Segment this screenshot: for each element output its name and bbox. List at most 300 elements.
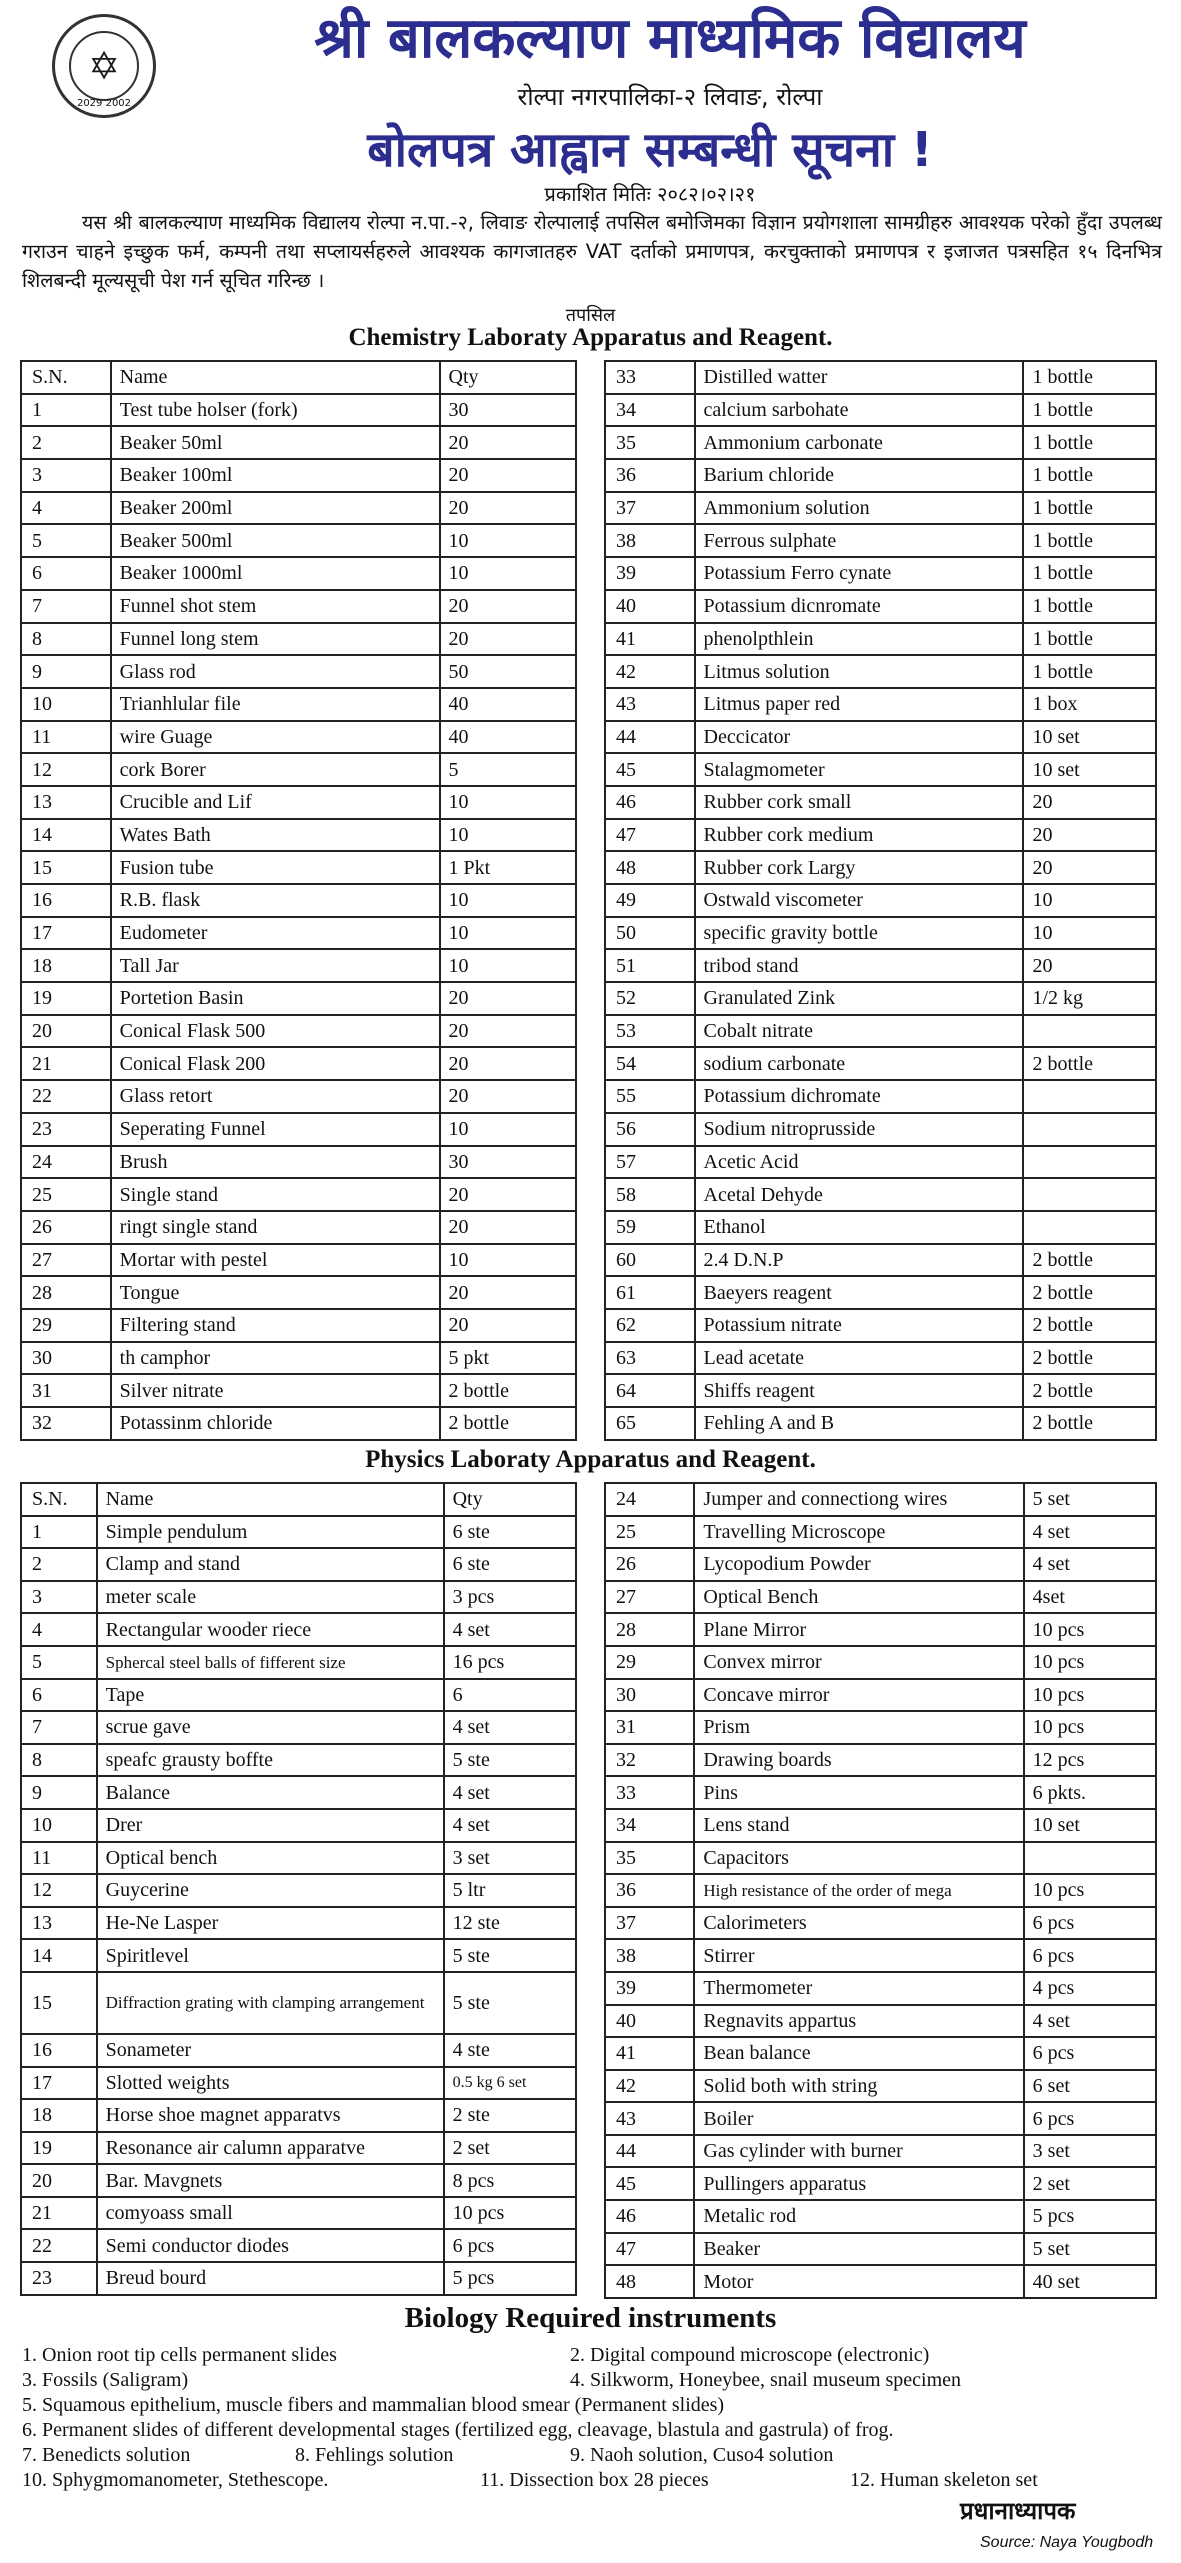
item-qty: 10 [440,524,576,557]
biology-item: 5. Squamous epithelium, muscle fibers and mammalian blood smear (Permanent slides) [22,2394,725,2416]
table-row [605,851,1156,884]
item-qty: 4 set [1024,2005,1156,2038]
item-qty: 20 [1023,949,1156,982]
table-row [21,459,576,492]
table-header-row [21,361,576,394]
item-name: Sphercal steel balls of fifferent size [97,1646,444,1679]
table-row [21,982,576,1015]
row-number: 10 [21,688,111,721]
item-name: Litmus paper red [695,688,1024,721]
row-number: 38 [605,524,695,557]
item-qty: 1 bottle [1023,459,1156,492]
chemistry-table-right [604,360,1157,1441]
row-number: 35 [605,1842,694,1875]
item-qty: 10 [1023,884,1156,917]
table-row [605,590,1156,623]
item-name: Guycerine [97,1874,444,1907]
row-number: 2 [21,426,111,459]
item-name: Lens stand [694,1809,1023,1842]
table-header-row [21,1483,576,1516]
item-name: Barium chloride [695,459,1024,492]
row-number: 41 [605,2037,694,2070]
table-row [605,1244,1156,1277]
item-qty: 10 [440,819,576,852]
item-name: Rubber cork medium [695,819,1024,852]
table-row [21,851,576,884]
row-number: 26 [21,1211,111,1244]
row-number: 18 [21,2099,97,2132]
row-number: 34 [605,394,695,427]
item-name: Mortar with pestel [111,1244,440,1277]
table-row [605,1146,1156,1179]
row-number: 14 [21,1939,97,1972]
item-name: Capacitors [694,1842,1023,1875]
row-number: 49 [605,884,695,917]
row-number: 36 [605,459,695,492]
table-row [21,2099,576,2132]
table-row [21,2164,576,2197]
item-qty: 20 [440,1080,576,1113]
row-number: 46 [605,786,695,819]
item-qty: 1 bottle [1023,623,1156,656]
row-number: 43 [605,2102,694,2135]
school-address: रोल्पा नगरपालिका-२ लिवाङ, रोल्पा [517,83,823,111]
row-number: 44 [605,2135,694,2168]
item-qty: 5 ste [444,1972,576,2034]
table-row [21,1276,576,1309]
item-name: Regnavits appartus [694,2005,1023,2038]
row-number: 57 [605,1146,695,1179]
item-name: Ammonium solution [695,492,1024,525]
row-number: 47 [605,819,695,852]
item-name: Glass retort [111,1080,440,1113]
row-number: 8 [21,623,111,656]
item-qty: 10 [440,1113,576,1146]
item-name: Fehling A and B [695,1407,1024,1440]
row-number: 25 [21,1178,111,1211]
item-qty: 6 pcs [1024,2037,1156,2070]
table-row [605,394,1156,427]
row-number: 17 [21,2067,97,2100]
biology-title: Biology Required instruments [404,2302,777,2334]
table-row [605,1679,1156,1712]
item-name: Slotted weights [97,2067,444,2100]
school-logo [52,14,156,118]
table-row [605,1276,1156,1309]
item-qty: 2 bottle [1023,1276,1156,1309]
item-name: Funnel shot stem [111,590,440,623]
table-row [21,1548,576,1581]
biology-item: 12. Human skeleton set [850,2469,1038,2491]
item-name: Beaker 50ml [111,426,440,459]
item-qty: 3 set [1024,2135,1156,2168]
item-qty: 10 [440,949,576,982]
item-name: Litmus solution [695,655,1024,688]
item-qty: 5 pcs [444,2262,576,2295]
physics-table-left [20,1482,577,2296]
item-name: Spiritlevel [97,1939,444,1972]
item-name: Rubber cork Largy [695,851,1024,884]
item-name: Tape [97,1679,444,1712]
item-qty: 30 [440,394,576,427]
table-row [21,2197,576,2230]
item-qty: 20 [440,1015,576,1048]
table-row [21,1776,576,1809]
column-header: Name [97,1483,444,1516]
item-qty: 6 pcs [1024,2102,1156,2135]
item-name: specific gravity bottle [695,917,1024,950]
item-qty: 3 set [444,1842,576,1875]
table-row [605,1407,1156,1440]
biology-item: 1. Onion root tip cells permanent slides [22,2344,337,2366]
item-name: Balance [97,1776,444,1809]
item-name: Simple pendulum [97,1516,444,1549]
item-qty: 1 bottle [1023,426,1156,459]
item-qty: 10 set [1023,721,1156,754]
row-number: 60 [605,1244,695,1277]
item-name: Wates Bath [111,819,440,852]
row-number: 42 [605,655,695,688]
column-header: Qty [440,361,576,394]
row-number: 46 [605,2200,694,2233]
item-name: phenolpthlein [695,623,1024,656]
table-row [605,1113,1156,1146]
row-number: 15 [21,851,111,884]
column-header: Qty [444,1483,576,1516]
table-row [605,1581,1156,1614]
table-row [21,917,576,950]
item-name: Jumper and connectiong wires [694,1483,1023,1516]
table-row [605,1972,1156,2005]
item-qty: 1 bottle [1023,655,1156,688]
table-row [21,2132,576,2165]
table-row [21,590,576,623]
item-name: Horse shoe magnet apparatvs [97,2099,444,2132]
item-name: Conical Flask 500 [111,1015,440,1048]
row-number: 3 [21,459,111,492]
table-row [605,2037,1156,2070]
row-number: 55 [605,1080,695,1113]
table-row [605,1711,1156,1744]
row-number: 39 [605,1972,694,2005]
table-row [21,524,576,557]
table-row [605,917,1156,950]
item-qty: 5 ste [444,1939,576,1972]
row-number: 56 [605,1113,695,1146]
item-qty: 10 pcs [1024,1613,1156,1646]
table-row [21,394,576,427]
item-name: Sonameter [97,2034,444,2067]
item-name: Baeyers reagent [695,1276,1024,1309]
item-qty: 10 pcs [1024,1874,1156,1907]
table-row [21,1581,576,1614]
publication-date: प्रकाशित मितिः २०८२।०२।२१ [544,182,756,206]
row-number: 6 [21,557,111,590]
item-name: Stirrer [694,1939,1023,1972]
row-number: 22 [21,1080,111,1113]
table-row [21,1744,576,1777]
item-qty: 4 set [444,1613,576,1646]
row-number: 17 [21,917,111,950]
table-row [21,1407,576,1440]
item-qty: 2 bottle [1023,1244,1156,1277]
table-row [21,1211,576,1244]
item-qty: 4 set [444,1776,576,1809]
row-number: 64 [605,1374,695,1407]
row-number: 16 [21,2034,97,2067]
column-header: S.N. [21,1483,97,1516]
item-name: Cobalt nitrate [695,1015,1024,1048]
item-name: Rectangular wooder riece [97,1613,444,1646]
table-row [605,819,1156,852]
logo-years: 2029 2002 [76,98,132,109]
item-qty: 10 pcs [444,2197,576,2230]
table-row [605,524,1156,557]
row-number: 31 [605,1711,694,1744]
item-name: He-Ne Lasper [97,1907,444,1940]
row-number: 24 [605,1483,694,1516]
item-name: Eudometer [111,917,440,950]
item-name: Resonance air calumn apparatve [97,2132,444,2165]
item-qty: 20 [440,1211,576,1244]
table-row [605,459,1156,492]
item-name: Boiler [694,2102,1023,2135]
row-number: 2 [21,1548,97,1581]
table-row [21,2229,576,2262]
row-number: 35 [605,426,695,459]
row-number: 19 [21,2132,97,2165]
item-qty: 6 pcs [444,2229,576,2262]
item-name: scrue gave [97,1711,444,1744]
star-icon: ✡ [88,45,120,88]
row-number: 37 [605,1907,694,1940]
item-name: Crucible and Lif [111,786,440,819]
table-row [21,2262,576,2295]
item-qty: 1 bottle [1023,361,1156,394]
table-row [605,2102,1156,2135]
row-number: 22 [21,2229,97,2262]
table-row [21,1146,576,1179]
item-name: cork Borer [111,753,440,786]
row-number: 9 [21,1776,97,1809]
table-row [605,1646,1156,1679]
table-row [605,2265,1156,2298]
item-qty: 30 [440,1146,576,1179]
item-qty: 2 bottle [1023,1309,1156,1342]
row-number: 7 [21,1711,97,1744]
item-qty: 20 [440,459,576,492]
item-qty [1023,1178,1156,1211]
row-number: 29 [605,1646,694,1679]
table-row [21,1047,576,1080]
row-number: 30 [605,1679,694,1712]
table-row [605,1080,1156,1113]
item-qty: 4 ste [444,2034,576,2067]
item-qty: 4set [1024,1581,1156,1614]
table-row [605,1776,1156,1809]
item-qty: 10 [440,1244,576,1277]
table-row [605,1047,1156,1080]
item-name: tribod stand [695,949,1024,982]
item-qty: 5 pcs [1024,2200,1156,2233]
table-row [21,557,576,590]
item-qty: 10 set [1024,1809,1156,1842]
item-qty: 2 set [1024,2167,1156,2200]
item-name: Deccicator [695,721,1024,754]
row-number: 48 [605,2265,694,2298]
table-row [21,1342,576,1375]
row-number: 19 [21,982,111,1015]
biology-item: 3. Fossils (Saligram) [22,2369,189,2391]
item-qty: 5 pkt [440,1342,576,1375]
item-name: Pins [694,1776,1023,1809]
item-qty: 20 [1023,851,1156,884]
row-number: 59 [605,1211,695,1244]
item-qty [1024,1842,1156,1875]
chemistry-title: Chemistry Laboraty Apparatus and Reagent. [348,324,833,351]
item-qty: 12 pcs [1024,1744,1156,1777]
row-number: 1 [21,1516,97,1549]
table-row [21,655,576,688]
item-name: Bar. Mavgnets [97,2164,444,2197]
item-name: Bean balance [694,2037,1023,2070]
table-row [21,1244,576,1277]
table-row [21,721,576,754]
row-number: 44 [605,721,695,754]
table-row [21,1842,576,1875]
row-number: 33 [605,1776,694,1809]
item-qty: 1 bottle [1023,394,1156,427]
item-name: Beaker 1000ml [111,557,440,590]
table-row [605,361,1156,394]
table-row [605,557,1156,590]
table-row [605,884,1156,917]
row-number: 1 [21,394,111,427]
item-qty: 6 ste [444,1548,576,1581]
table-row [21,2067,576,2100]
item-qty: 40 [440,688,576,721]
table-row [605,1211,1156,1244]
table-row [21,949,576,982]
item-name: Concave mirror [694,1679,1023,1712]
item-name: Gas cylinder with burner [694,2135,1023,2168]
biology-item: 10. Sphygmomanometer, Stethescope. [22,2469,329,2491]
item-name: Test tube holser (fork) [111,394,440,427]
item-name: Travelling Microscope [694,1516,1023,1549]
item-qty: 5 ltr [444,1874,576,1907]
item-name: Lycopodium Powder [694,1548,1023,1581]
physics-table-right [604,1482,1157,2299]
row-number: 13 [21,1907,97,1940]
item-qty: 20 [440,1276,576,1309]
item-qty [1023,1080,1156,1113]
table-row [605,1809,1156,1842]
row-number: 16 [21,884,111,917]
table-row [21,786,576,819]
table-row [21,884,576,917]
row-number: 52 [605,982,695,1015]
row-number: 32 [605,1744,694,1777]
item-name: Potassinm chloride [111,1407,440,1440]
row-number: 34 [605,1809,694,1842]
biology-item: 9. Naoh solution, Cuso4 solution [570,2444,834,2466]
table-row [21,1939,576,1972]
item-name: ringt single stand [111,1211,440,1244]
item-qty: 2 bottle [1023,1374,1156,1407]
item-name: speafc grausty boffte [97,1744,444,1777]
item-qty: 2 bottle [440,1407,576,1440]
item-name: Potassium dichromate [695,1080,1024,1113]
table-row [21,1972,576,2034]
item-name: Acetic Acid [695,1146,1024,1179]
row-number: 18 [21,949,111,982]
row-number: 7 [21,590,111,623]
row-number: 27 [605,1581,694,1614]
item-name: Fusion tube [111,851,440,884]
item-name: Ammonium carbonate [695,426,1024,459]
table-row [605,2135,1156,2168]
column-header: Name [111,361,440,394]
row-number: 27 [21,1244,111,1277]
row-number: 11 [21,721,111,754]
item-name: Metalic rod [694,2200,1023,2233]
row-number: 26 [605,1548,694,1581]
row-number: 48 [605,851,695,884]
item-name: meter scale [97,1581,444,1614]
item-qty: 5 [440,753,576,786]
row-number: 29 [21,1309,111,1342]
item-qty: 6 pkts. [1024,1776,1156,1809]
table-row [605,2233,1156,2266]
chemistry-table-left [20,360,577,1441]
item-qty: 10 pcs [1024,1646,1156,1679]
row-number: 23 [21,1113,111,1146]
row-number: 47 [605,2233,694,2266]
row-number: 40 [605,590,695,623]
table-row [605,1548,1156,1581]
biology-item: 7. Benedicts solution [22,2444,191,2466]
table-row [605,949,1156,982]
table-row [605,2200,1156,2233]
item-name: Portetion Basin [111,982,440,1015]
item-name: High resistance of the order of mega [694,1874,1023,1907]
source-credit: Source: Naya Yougbodh [980,2534,1154,2551]
table-row [21,426,576,459]
item-qty: 1 bottle [1023,524,1156,557]
item-qty: 2 set [444,2132,576,2165]
item-name: Potassium nitrate [695,1309,1024,1342]
row-number: 13 [21,786,111,819]
item-name: Sodium nitroprusside [695,1113,1024,1146]
table-row [605,2005,1156,2038]
row-number: 23 [21,2262,97,2295]
row-number: 20 [21,1015,111,1048]
table-row [21,1613,576,1646]
item-qty: 2 bottle [1023,1407,1156,1440]
table-row [21,1113,576,1146]
item-qty: 50 [440,655,576,688]
row-number: 21 [21,2197,97,2230]
table-row [605,1842,1156,1875]
table-row [21,1309,576,1342]
biology-item: 6. Permanent slides of different developmental stages (fertilized egg, cleavage, blastula and gastrula) of frog. [22,2419,894,2441]
table-row [21,1907,576,1940]
row-number: 51 [605,949,695,982]
row-number: 41 [605,623,695,656]
item-name: Tongue [111,1276,440,1309]
notice-title: बोलपत्र आह्वान सम्बन्धी सूचना ! [367,122,933,178]
table-row [605,1015,1156,1048]
